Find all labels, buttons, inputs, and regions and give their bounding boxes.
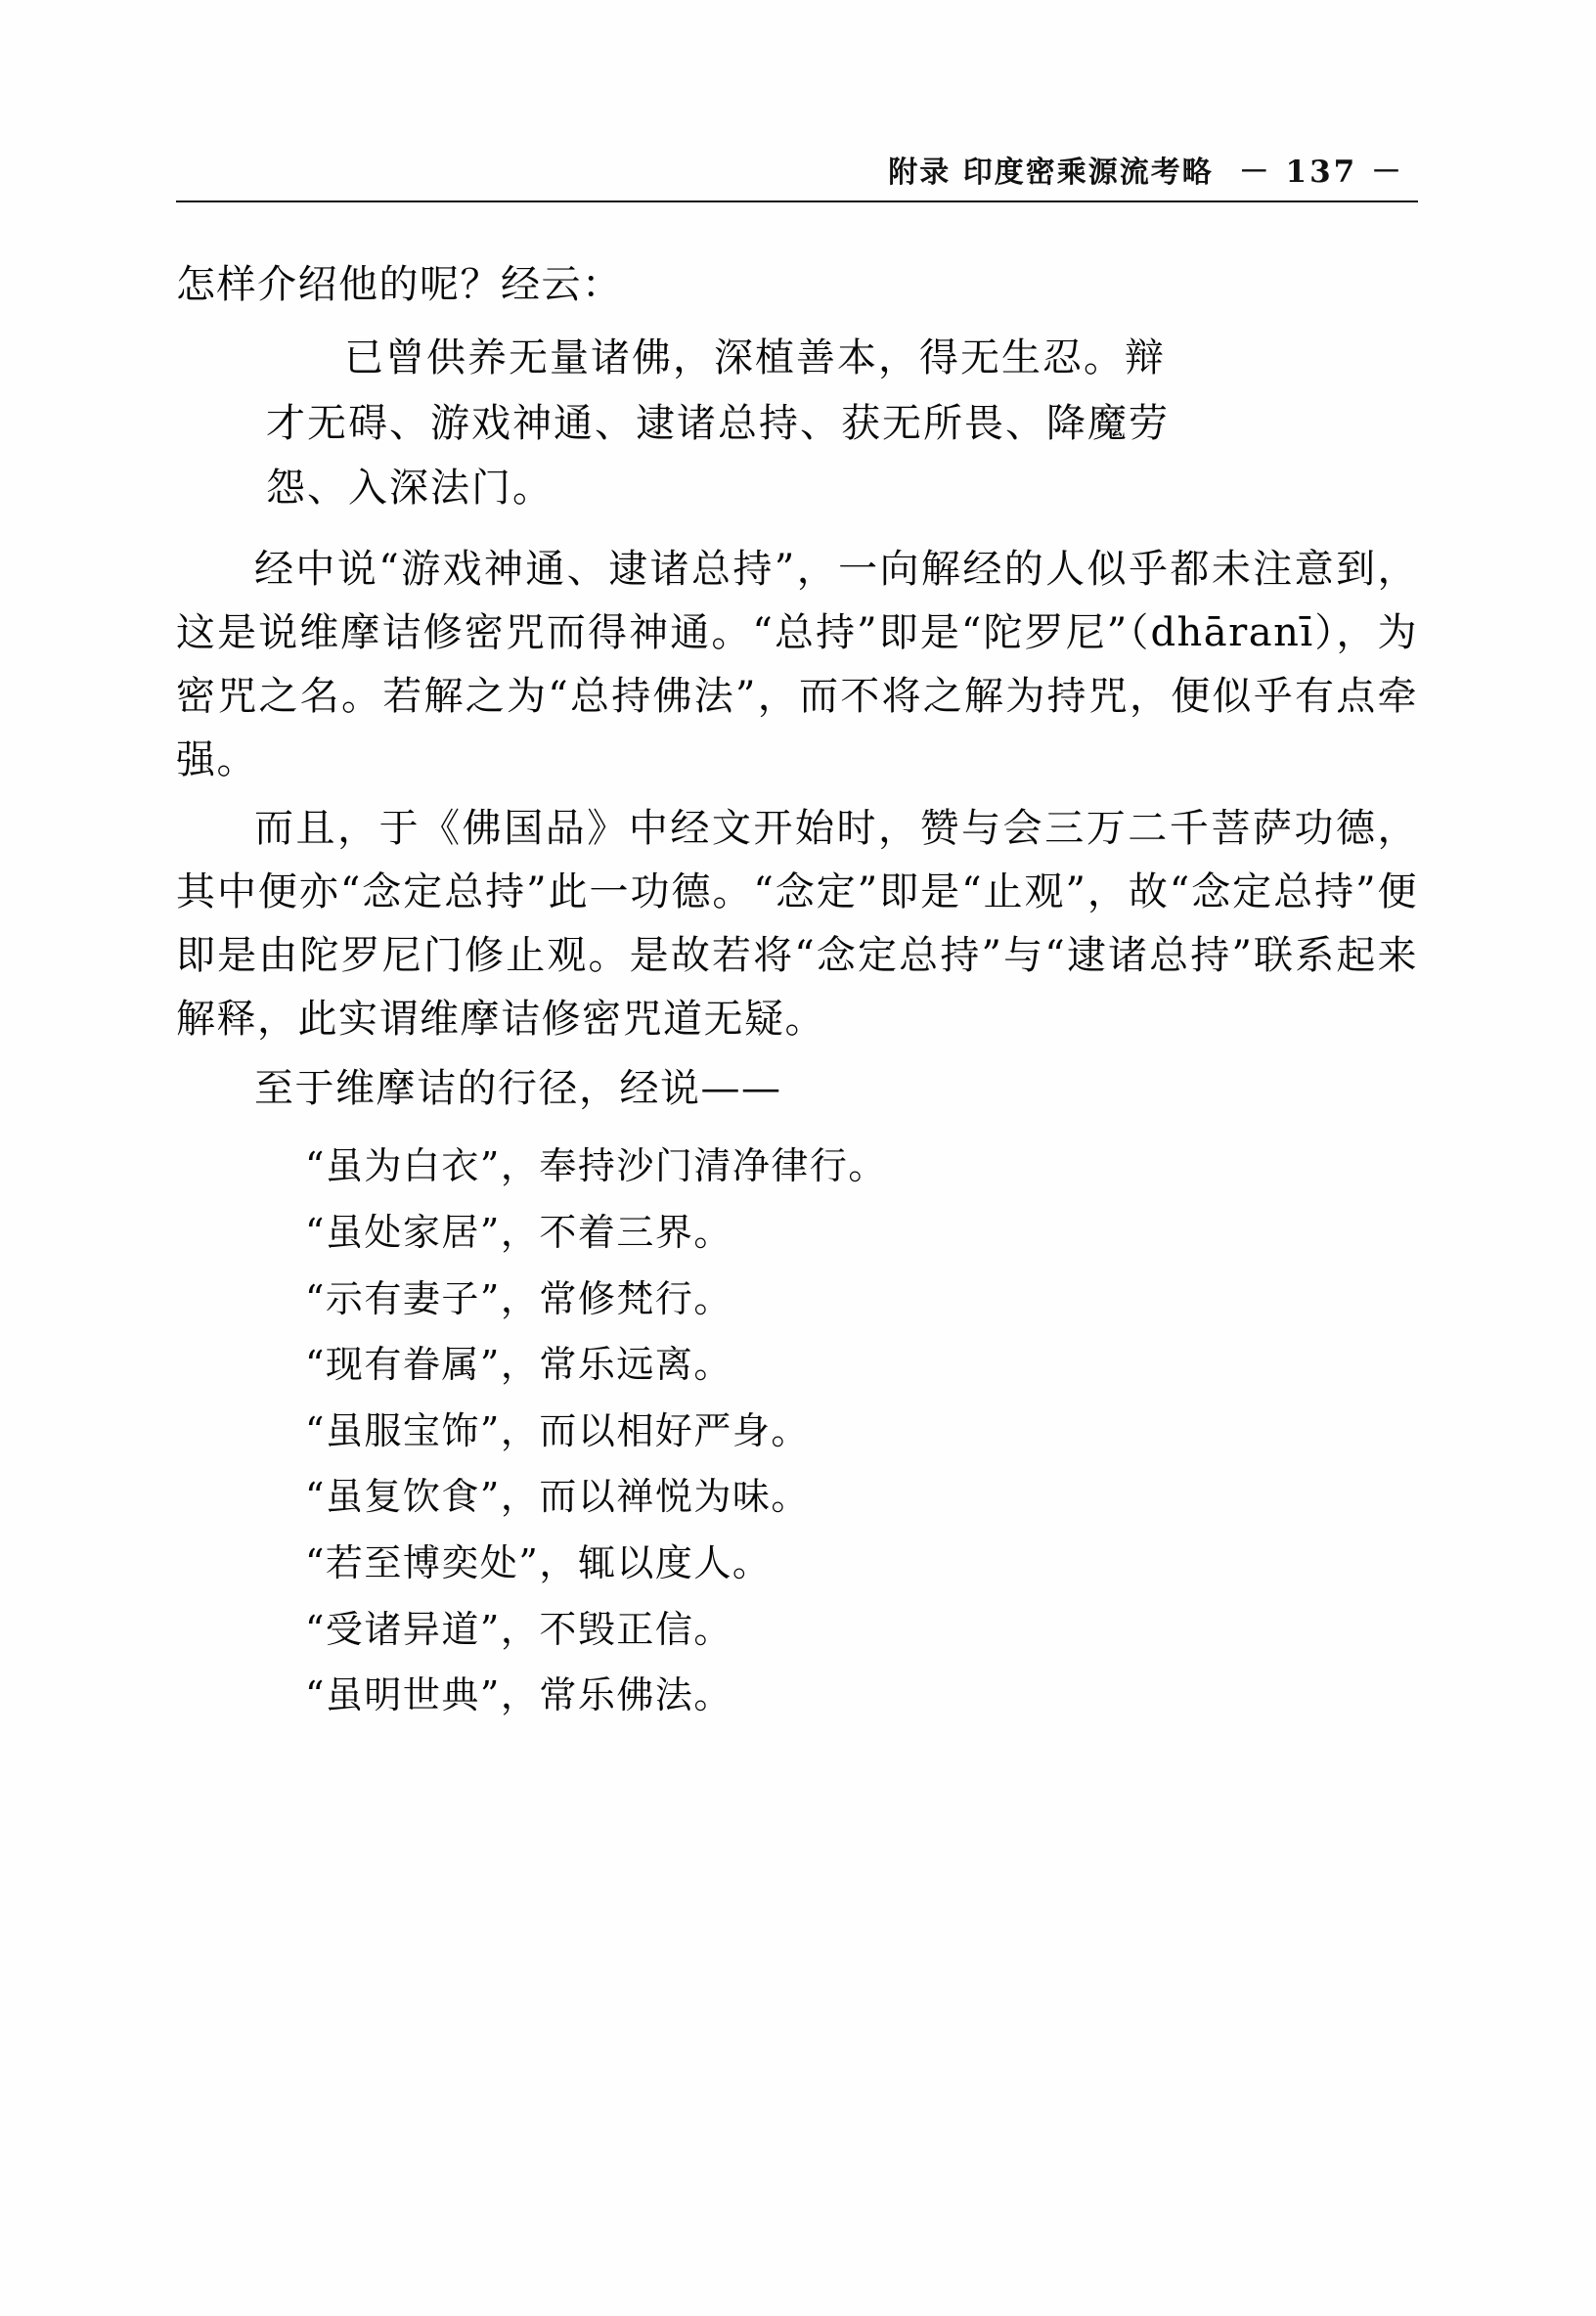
sutra-line-list xyxy=(176,1134,1418,1729)
list-item: “虽明世典”，常乐佛法。 xyxy=(305,1673,732,1717)
list-item: “虽服宝饰”，而以相好严身。 xyxy=(305,1408,810,1452)
page-header xyxy=(176,147,1418,202)
opening-line: 怎样介绍他的呢？经云： xyxy=(176,262,623,307)
running-head-title: 附录 印度密乘源流考略 xyxy=(888,156,1214,190)
list-item: “虽复饮食”，而以禅悦为味。 xyxy=(305,1475,810,1519)
quote-line: 怨、入深法门。 xyxy=(266,466,554,512)
list-item: “示有妻子”，常修梵行。 xyxy=(305,1276,732,1320)
scripture-quote xyxy=(176,327,1418,520)
list-item: “虽处家居”，不着三界。 xyxy=(305,1210,732,1254)
list-item: “虽为白衣”，奉持沙门清净律行。 xyxy=(305,1144,887,1188)
body-paragraph-1: 经中说“游戏神通、逮诸总持”，一向解经的人似乎都未注意到，这是说维摩诘修密咒而得神通。“总持”即是“陀罗尼”（dhāranī），为密咒之名。若解之为“总持佛法”，而不将之解为持咒，便似乎有点牵强。 xyxy=(176,547,1418,782)
page-number: － 137 － xyxy=(1238,155,1404,190)
body-paragraph-2: 而且，于《佛国品》中经文开始时，赞与会三万二千菩萨功德，其中便亦“念定总持”此一功德。“念定”即是“止观”，故“念定总持”便即是由陀罗尼门修止观。是故若将“念定总持”与“逮诸总持”联系起来解释，此实谓维摩诘修密咒道无疑。 xyxy=(176,806,1418,1042)
page-content xyxy=(176,147,1418,1729)
body-paragraph-3: 至于维摩诘的行径，经说—— xyxy=(254,1065,782,1111)
list-item: “若至博奕处”，辄以度人。 xyxy=(305,1541,772,1585)
quote-line: 才无碍、游戏神通、逮诸总持、获无所畏、降魔劳 xyxy=(266,400,1170,446)
list-item: “现有眷属”，常乐远离。 xyxy=(305,1343,732,1387)
quote-line: 已曾供养无量诸佛，深植善本，得无生忍。辩 xyxy=(344,334,1166,380)
list-item: “受诸异道”，不毁正信。 xyxy=(305,1607,732,1651)
